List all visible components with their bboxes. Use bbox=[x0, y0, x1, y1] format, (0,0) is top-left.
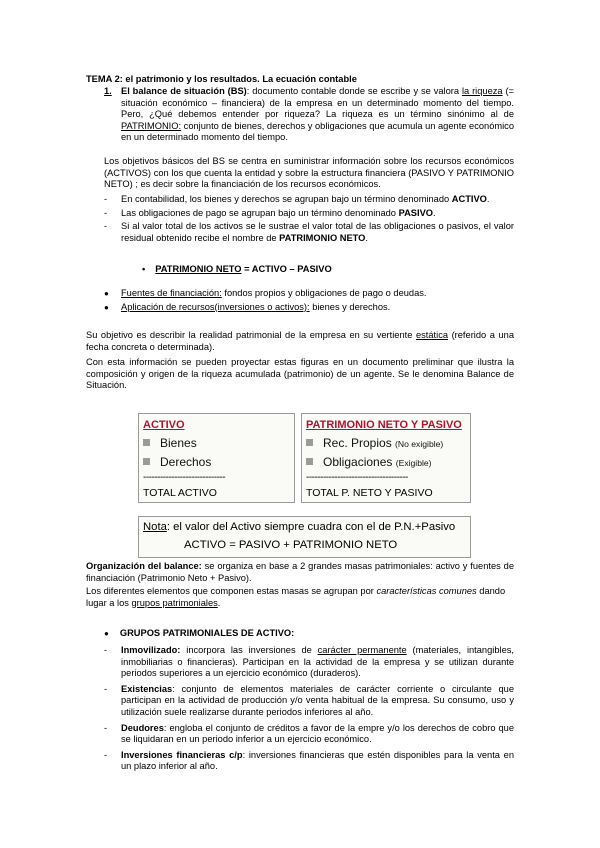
grupos-list bbox=[104, 645, 514, 773]
balance-figure bbox=[138, 413, 470, 558]
la-riqueza: la riqueza bbox=[461, 86, 503, 96]
pasivo-total: TOTAL P. NETO Y PASIVO bbox=[306, 487, 433, 499]
dash-list-activo bbox=[104, 194, 514, 244]
pasivo-separator: ------------------------------------ bbox=[306, 472, 408, 483]
organizacion-paragraph: Organización del balance: se organiza en base a 2 grandes masas patrimoniales: activo y fuentes de financiación (Patrimonio Neto + Pasivo). bbox=[86, 561, 514, 583]
page-heading: TEMA 2: el patrimonio y los resultados. La ecuación contable bbox=[86, 74, 357, 84]
objetivo-paragraph: Su objetivo es describir la realidad patrimonial de la empresa en su vertiente estática (referido a una fecha concreta o determinada). bbox=[86, 330, 514, 352]
pasivo-item-recursos: Rec. Propios (No exigible) bbox=[306, 436, 443, 450]
grupo-inmovilizado: - Inmovilizado: incorpora las inversiones de carácter permanente (materiales, intangibles, inmobiliarias o financieras). Participan en la actividad de la empresa y se utilizan durante periodos superiores a un ejercicio económico (duraderos). bbox=[104, 645, 514, 679]
bs-title: El balance de situación (BS) bbox=[121, 86, 247, 96]
bs-number: 1. bbox=[104, 86, 112, 96]
objetivos-paragraph: Los objetivos básicos del BS se centra en suministrar información sobre los recursos económicos (ACTIVOS) con los que cuenta la entidad y sobre la estructura financiera (PASIVO Y PATRIMONIO NETO) ; es decir sobre la financiación de los recursos económicos. bbox=[104, 156, 514, 190]
elementos-paragraph: Los diferentes elementos que componen estas masas se agrupan por características comunes dando lugar a los grupos patrimoniales. bbox=[86, 586, 506, 608]
bs-paragraph: 1. El balance de situación (BS): documento contable donde se escribe y se valora la riqueza (= situación económico – financiera) de la empresa en un determinado momento del tiempo. Pero, ¿Qué debemos entender por riqueza? La riqueza es un término sinónimo al de PATRIMONIO: conjunto de bienes, derechos y obligaciones que acumula un agente económico en un determinado momento del tiempo. bbox=[104, 86, 514, 143]
dash-item-pasivo: - Las obligaciones de pago se agrupan bajo un término denominado PASIVO. bbox=[104, 207, 436, 218]
bullet-list-financiacion bbox=[104, 288, 514, 313]
pasivo-item-obligaciones: Obligaciones (Exigible) bbox=[306, 455, 432, 469]
bullet-fuentes: ● Fuentes de financiación: fondos propios y obligaciones de pago o deudas. bbox=[104, 288, 427, 298]
activo-box bbox=[138, 413, 295, 503]
ecuacion-contable: ACTIVO = PASIVO + PATRIMONIO NETO bbox=[184, 539, 398, 551]
grupos-title: ● GRUPOS PATRIMONIALES DE ACTIVO: bbox=[104, 628, 295, 638]
dash-item-pn: - Si al valor total de los activos se le sustrae el valor total de las obligaciones o pasivos, el valor residual obtenido recibe el nombre de PATRIMONIO NETO. bbox=[104, 221, 514, 243]
pasivo-box bbox=[301, 413, 471, 503]
activo-item-derechos: Derechos bbox=[143, 455, 211, 469]
patrimonio-term: PATRIMONIO: bbox=[121, 120, 182, 131]
nota-box bbox=[138, 516, 471, 558]
grupo-existencias: - Existencias: conjunto de elementos materiales de carácter corriente o circulante que participan en la actividad de producción y/o venta habitual de la empresa. Su consumo, uso y utilización suele realizarse durante periodos inferiores al año. bbox=[104, 683, 514, 717]
activo-total: TOTAL ACTIVO bbox=[143, 487, 217, 499]
pn-formula: • PATRIMONIO NETO = ACTIVO – PASIVO bbox=[142, 264, 332, 274]
con-esta-paragraph: Con esta información se pueden proyectar estas figuras en un documento preliminar que ilustra la composición y origen de la riqueza acumulada (patrimonio) de un agente. Se le denomina Balance de Situación. bbox=[86, 357, 514, 391]
nota-line: Nota: el valor del Activo siempre cuadra con el de P.N.+Pasivo bbox=[143, 521, 456, 533]
pasivo-title: PATRIMONIO NETO Y PASIVO bbox=[306, 419, 462, 431]
activo-separator: ----------------------------- bbox=[143, 472, 226, 483]
activo-title: ACTIVO bbox=[143, 419, 185, 431]
grupo-deudores: - Deudores: engloba el conjunto de créditos a favor de la empre y/o los derechos de cobro que se liquidaran en un periodo inferior a un ejercicio económico. bbox=[104, 722, 514, 745]
bullet-aplicacion: ● Aplicación de recursos(inversiones o activos): bienes y derechos. bbox=[104, 301, 391, 312]
grupo-inversiones: - Inversiones financieras c/p: inversiones financieras que estén disponibles para la venta en un plazo inferior al año. bbox=[104, 749, 514, 772]
activo-item-bienes: Bienes bbox=[143, 436, 197, 450]
dash-item-activo: - En contabilidad, los bienes y derechos se agrupan bajo un término denominado ACTIVO. bbox=[104, 194, 490, 204]
